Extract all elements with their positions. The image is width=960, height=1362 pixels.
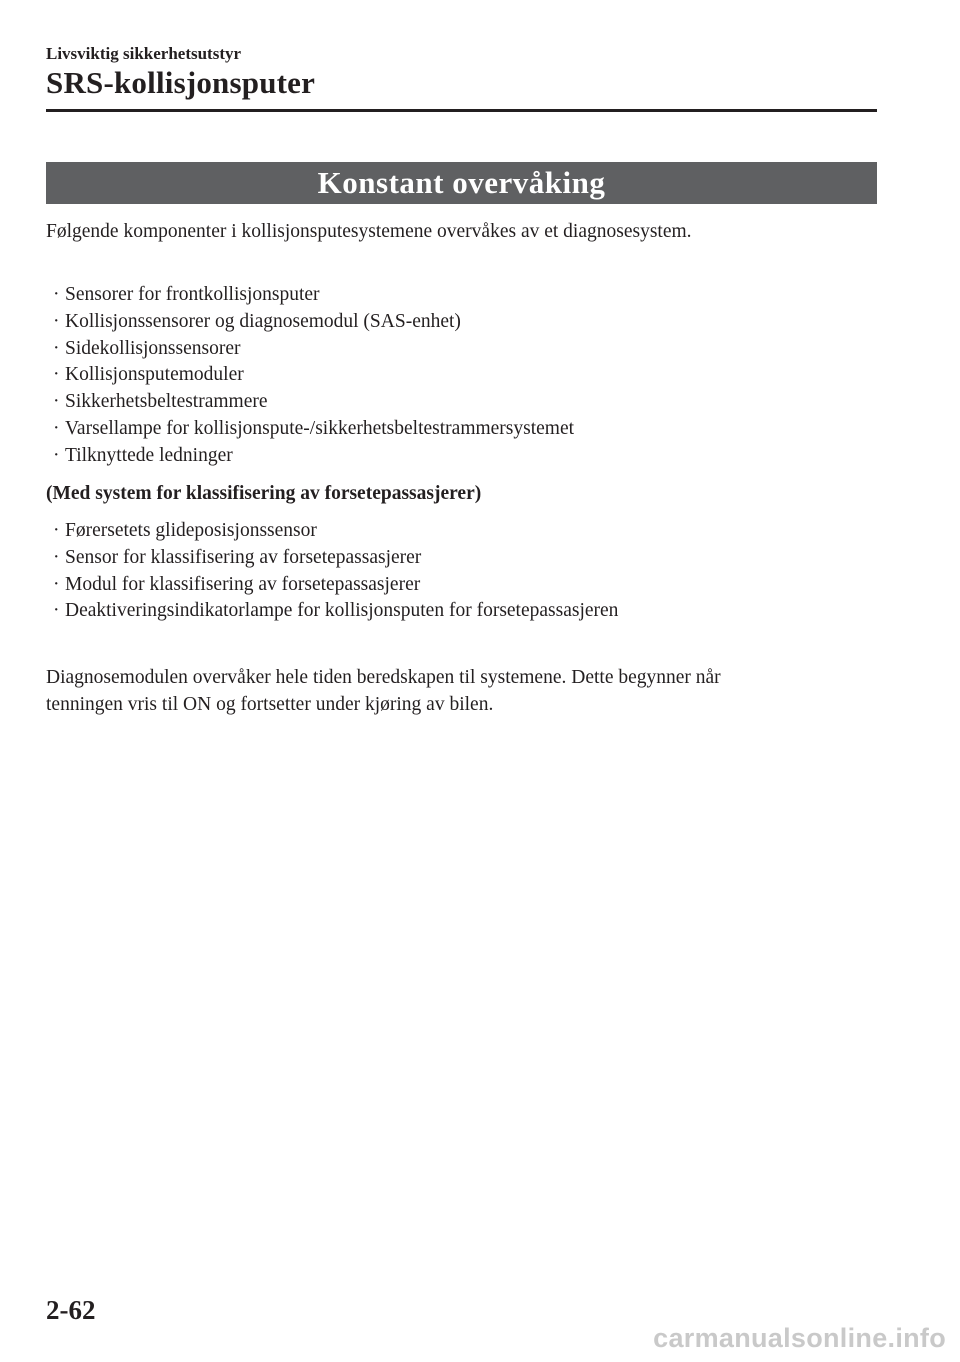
- bullet-icon: ·: [53, 573, 60, 595]
- list-item-text: Førersetets glideposisjonssensor: [65, 520, 317, 541]
- bullet-icon: ·: [53, 391, 60, 413]
- list-item: [46, 362, 574, 389]
- section-heading: Konstant overvåking: [46, 162, 877, 204]
- bullet-icon: ·: [53, 337, 60, 359]
- bullet-icon: ·: [53, 417, 60, 439]
- component-list: [46, 282, 574, 470]
- passenger-system-heading: (Med system for klassifisering av forsetepassasjerer): [46, 483, 482, 504]
- bullet-icon: ·: [53, 546, 60, 568]
- closing-paragraph: [46, 664, 876, 718]
- list-item-text: Modul for klassifisering av forsetepassasjerer: [65, 573, 421, 595]
- list-item-text: Deaktiveringsindikatorlampe for kollisjonsputen for forsetepassasjeren: [65, 600, 619, 622]
- page-number: 2-62: [46, 1295, 96, 1325]
- list-item-text: Tilknyttede ledninger: [65, 444, 233, 466]
- list-item: [46, 416, 574, 443]
- list-item: [46, 309, 574, 336]
- list-item: [46, 572, 618, 599]
- title-divider: [46, 109, 877, 112]
- list-item-text: Sikkerhetsbeltestrammere: [65, 391, 268, 413]
- bullet-icon: ·: [53, 520, 60, 541]
- list-item: [46, 389, 574, 416]
- list-item: [46, 518, 618, 545]
- bullet-icon: ·: [53, 444, 60, 466]
- bullet-icon: ·: [53, 284, 60, 305]
- bullet-icon: ·: [53, 310, 60, 332]
- closing-line-2: tenningen vris til ON og fortsetter under kjøring av bilen.: [46, 694, 494, 715]
- list-item: [46, 443, 574, 470]
- list-item: [46, 598, 618, 625]
- list-item: [46, 336, 574, 363]
- watermark-text: carmanualsonline.info: [653, 1323, 946, 1353]
- page-title: SRS-kollisjonsputer: [46, 65, 316, 100]
- list-item-text: Sensor for klassifisering av forsetepassasjerer: [65, 546, 422, 568]
- list-item-text: Sensorer for frontkollisjonsputer: [65, 284, 320, 305]
- bullet-icon: ·: [53, 364, 60, 386]
- list-item: [46, 545, 618, 572]
- closing-line-1: Diagnosemodulen overvåker hele tiden beredskapen til systemene. Dette begynner når: [46, 667, 721, 688]
- list-item-text: Sidekollisjonssensorer: [65, 337, 241, 359]
- list-item-text: Varsellampe for kollisjonspute-/sikkerhetsbeltestrammersystemet: [65, 417, 575, 439]
- bullet-icon: ·: [53, 600, 60, 622]
- list-item-text: Kollisjonssensorer og diagnosemodul (SAS-enhet): [65, 310, 461, 332]
- intro-paragraph: Følgende komponenter i kollisjonsputesystemene overvåkes av et diagnosesystem.: [46, 221, 692, 242]
- passenger-component-list: [46, 518, 618, 625]
- chapter-label: Livsviktig sikkerhetsutstyr: [46, 44, 242, 63]
- list-item-text: Kollisjonsputemoduler: [65, 364, 244, 386]
- list-item: [46, 282, 574, 309]
